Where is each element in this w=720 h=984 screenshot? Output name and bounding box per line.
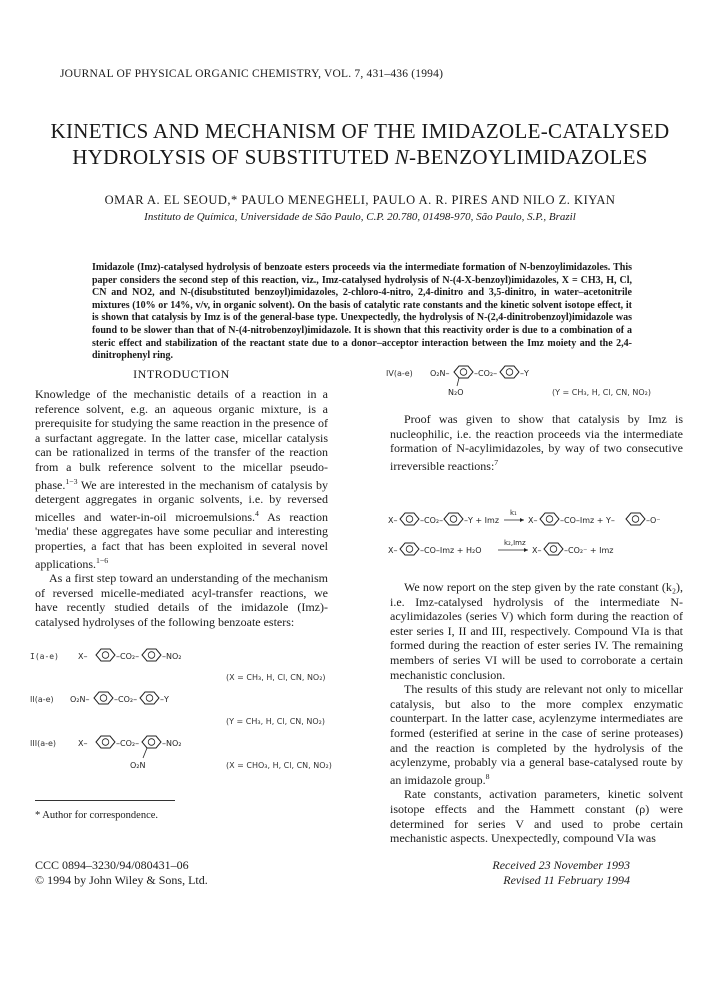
scheme-I-label: I(a-e) [30, 652, 59, 661]
svg-text:X–: X– [78, 739, 88, 748]
svg-text:–CO₂–: –CO₂– [116, 739, 140, 748]
benzene-ring-icon [142, 736, 161, 748]
scheme-IV-structure [386, 362, 686, 410]
svg-text:–Y: –Y [520, 369, 529, 378]
scheme-II-substituents: (Y = CH₃, H, Cl, CN, NO₂) [226, 717, 325, 726]
svg-text:X–: X– [528, 516, 538, 525]
svg-text:–CO–Imz + Y–: –CO–Imz + Y– [560, 516, 615, 525]
authors: OMAR A. EL SEOUD,* PAULO MENEGHELI, PAULO A. R. PIRES AND NILO Z. KIYAN [104, 193, 616, 207]
svg-text:–NO₂: –NO₂ [162, 739, 182, 748]
svg-text:–NO₂: –NO₂ [162, 652, 182, 661]
scheme-III-substituents: (X = CHO₃, H, Cl, CN, NO₂) [226, 761, 332, 770]
section-heading-introduction: INTRODUCTION [133, 367, 230, 381]
benzene-ring-icon [142, 649, 161, 661]
svg-text:–CO–Imz + H₂O: –CO–Imz + H₂O [420, 546, 482, 555]
svg-text:–CO₂–: –CO₂– [114, 695, 138, 704]
svg-text:O₂N: O₂N [130, 761, 146, 770]
footnote-rule [35, 800, 175, 801]
benzene-ring-icon [94, 692, 113, 704]
abstract: Imidazole (Imz)-catalysed hydrolysis of benzoate esters proceeds via the intermediate formation of N-benzoylimidazoles. This paper considers the second step of this reaction, viz., Imz-catalysed hydrolysis of N-(4-X-benzoyl)imidazoles, X = CH3, H, Cl, CN and NO2, and N-(disubstituted benzoyl)imidazoles, 2-chloro-4-nitro, 2,4-dinitro and 3,5-dinitro, in water–acetonitrile mixtures (10% or 14%, v/v, in organic solvent). On the basis of catalytic rate constants and the kinetic solvent isotope effect, it is shown that catalysis by Imz is of the general-base type. Unexpectedly, the hydrolysis of N-(2,4-dinitrobenzoyl)imidazole was found to be slower than that of N-(4-nitrobenzoyl)imidazole. It is shown that this reactivity order is due to a combination of a steric effect and stabilization of the reactant state due to a donor–acceptor interaction between the Imz moiety and the 2,4-dinitrophenyl ring. [92, 262, 632, 362]
scheme-I-substituents: (X = CH₃, H, Cl, CN, NO₂) [226, 673, 326, 682]
reaction-scheme [386, 506, 686, 570]
copyright-block: CCC 0894–3230/94/080431–06 © 1994 by John Wiley & Sons, Ltd. [35, 858, 208, 887]
svg-text:X–: X– [388, 516, 398, 525]
svg-text:–O⁻: –O⁻ [646, 516, 661, 525]
left-column-text [35, 387, 328, 630]
scheme-III-label: III(a-e) [30, 739, 57, 748]
benzene-ring-icon [500, 366, 519, 378]
right-column-body [390, 580, 683, 846]
title-line-1: KINETICS AND MECHANISM OF THE IMIDAZOLE-CATALYSED [50, 119, 670, 143]
svg-text:–Y + Imz: –Y + Imz [464, 516, 500, 525]
title-line-2: HYDROLYSIS OF SUBSTITUTED N-BENZOYLIMIDAZOLES [72, 145, 648, 169]
svg-text:k₂,Imz: k₂,Imz [504, 539, 526, 547]
ester-series-structures [30, 640, 350, 790]
svg-text:X–: X– [78, 652, 88, 661]
svg-text:–Y: –Y [160, 695, 169, 704]
scheme-IV-label: IV(a-e) [386, 369, 413, 378]
affiliation: Instituto de Química, Universidade de São Paulo, C.P. 20.780, 01498-970, São Paulo, S.P., Brazil [144, 211, 576, 223]
article-title [30, 118, 690, 170]
right-paragraph-3: The results of this study are relevant not only to micellar catalysis, but also to the more complex enzymatic counterpart. In the latter case, acylenzyme intermediates are formed (esterified at serine in the case of serine proteases) and the reaction is completed by the hydrolysis of the acylenzyme, probably via a general base-catalysed route by an imidazole group.$^8$ [390, 682, 683, 787]
svg-text:N₂O: N₂O [448, 388, 464, 397]
received-dates: Received 23 November 1993 Revised 11 February 1994 [492, 858, 630, 887]
svg-text:O₂N–: O₂N– [70, 695, 90, 704]
right-column-paragraph-1: Proof was given to show that catalysis by Imz is nucleophilic, i.e. the reaction proceeds via the intermediate formation of N-acylimidazoles, by way of two consecutive irreversible reactions:$^7$ [390, 412, 683, 473]
scheme-II-label: II(a-e) [30, 695, 54, 704]
svg-text:–CO₂⁻ + Imz: –CO₂⁻ + Imz [564, 546, 614, 555]
svg-text:–CO₂–: –CO₂– [116, 652, 140, 661]
footnote: * Author for correspondence. [35, 810, 159, 821]
svg-text:O₂N–: O₂N– [430, 369, 450, 378]
right-paragraph-4: Rate constants, activation parameters, kinetic solvent isotope effects and the Hammett constant (ρ) were determined for series V and used to probe certain mechanistic aspects. Unexpectedly, compound VIa was [390, 787, 683, 846]
scheme-IV-substituents: (Y = CH₃, H, Cl, CN, NO₂) [552, 388, 651, 397]
svg-text:k₁: k₁ [510, 509, 517, 517]
svg-text:X–: X– [532, 546, 542, 555]
intro-paragraph-2: As a first step toward an understanding of the mechanism of reversed micelle-mediated acyl-transfer reactions, we have recently studied details of the imidazole (Imz)-catalysed hydrolyses of the following benzoate esters: [35, 571, 328, 629]
benzene-ring-icon [96, 649, 115, 661]
journal-header: JOURNAL OF PHYSICAL ORGANIC CHEMISTRY, VOL. 7, 431–436 (1994) [60, 68, 444, 80]
intro-paragraph-1: Knowledge of the mechanistic details of a reaction in a reference solvent, e.g. an aqueous organic mixture, is a prerequisite for studying the same reaction in the presence of a surfactant aggregate. In the latter case, micellar catalysis can be rationalized in terms of the transfer of the reaction from a bulk reference solvent to the micellar pseudo-phase.$^{1-3}$ We are interested in the mechanism of catalysis by detergent aggregates in organic solvents, i.e. by reversed micelles and water-in-oil microemulsions.$^4$ As reaction 'media' these aggregates have some peculiar and interesting properties, a fact that has been exploited in several novel applications.$^{1-6}$ [35, 387, 328, 571]
svg-text:X–: X– [388, 546, 398, 555]
benzene-ring-icon [96, 736, 115, 748]
benzene-ring-icon [140, 692, 159, 704]
benzene-ring-icon [454, 366, 473, 378]
svg-text:–CO₂–: –CO₂– [420, 516, 444, 525]
svg-text:–CO₂–: –CO₂– [474, 369, 498, 378]
right-paragraph-2: We now report on the step given by the rate constant (k₂), i.e. Imz-catalysed hydrolysis of the intermediate N-acylimidazoles (series V) which form during the reaction of ester series I, II and III, respectively. Compound VIa is that formed during the reaction of ester series IV. The remaining members of series VI will be used to corroborate a certain mechanistic conclusion. [390, 580, 683, 682]
